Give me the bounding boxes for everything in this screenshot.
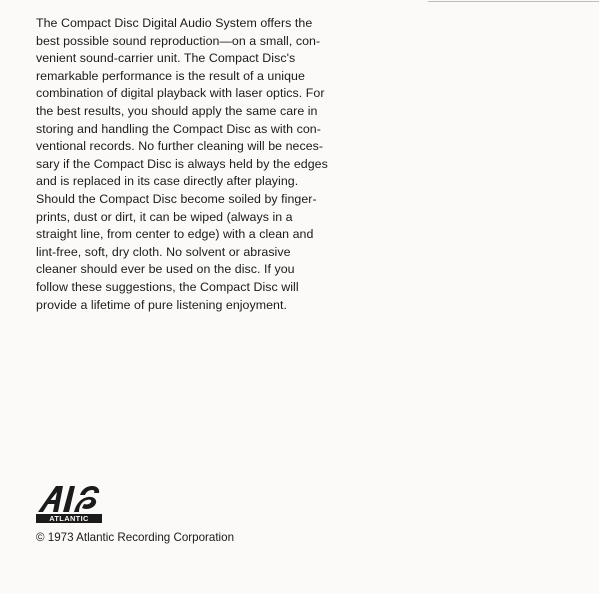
text-line: ventional records. No further cleaning will be neces- — [36, 139, 324, 154]
text-line: remarkable performance is the result of a unique — [36, 68, 305, 83]
text-line: sary if the Compact Disc is always held by the edges — [36, 156, 328, 171]
copyright-notice: © 1973 Atlantic Recording Corporation — [36, 531, 235, 544]
care-instructions-paragraph — [36, 15, 381, 314]
text-line: follow these suggestions, the Compact Disc will — [36, 279, 299, 294]
text-line: storing and handling the Compact Disc as with con- — [36, 121, 321, 136]
page-edge-line — [428, 1, 599, 2]
logo-wordmark: ATLANTIC — [49, 514, 89, 523]
atlantic-logo-icon — [36, 484, 116, 524]
text-line: the best results, you should apply the same care in — [36, 103, 318, 118]
text-line: prints, dust or dirt, it can be wiped (always in a — [36, 209, 293, 224]
text-line: Should the Compact Disc become soiled by finger- — [36, 191, 317, 206]
text-line: provide a lifetime of pure listening enjoyment. — [36, 297, 287, 312]
text-line: and is replaced in its case directly after playing. — [36, 174, 299, 189]
text-line: lint-free, soft, dry cloth. No solvent or abrasive — [36, 244, 291, 259]
text-line: The Compact Disc Digital Audio System offers the — [36, 16, 313, 30]
text-line: best possible sound reproduction—on a small, con- — [36, 33, 321, 48]
text-line: straight line, from center to edge) with a clean and — [36, 227, 314, 242]
text-line: cleaner should ever be used on the disc. If you — [36, 262, 295, 277]
text-line: venient sound-carrier unit. The Compact Disc's — [36, 51, 296, 66]
text-line: combination of digital playback with laser optics. For — [36, 86, 325, 101]
